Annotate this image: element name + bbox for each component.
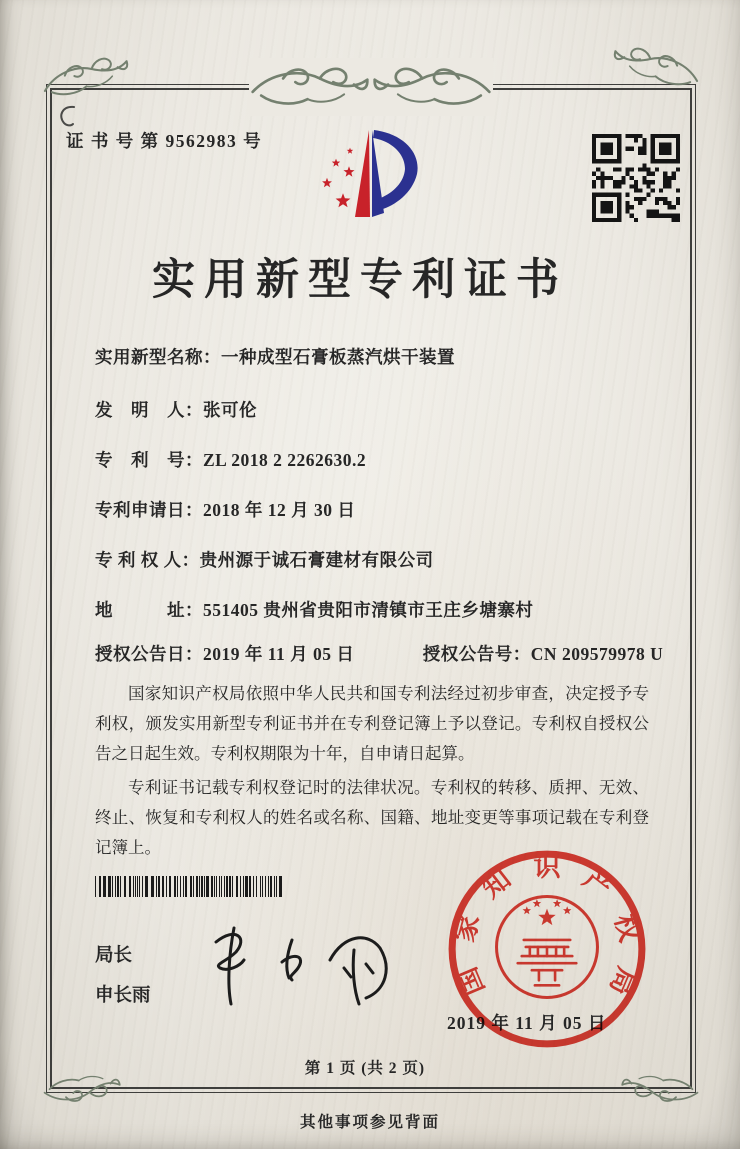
field-value: CN 209579978 U	[530, 644, 664, 664]
field-value: 2018 年 12 月 30 日	[203, 500, 356, 520]
field-value: 2019 年 11 月 05 日	[203, 644, 355, 664]
field-value: 贵州源于诚石膏建材有限公司	[199, 550, 434, 570]
seal-circular-text	[449, 851, 645, 999]
legal-paragraph-2: 专利证书记载专利权登记时的法律状况。专利权的转移、质押、无效、终止、恢复和专利权人的姓名或名称、国籍、地址变更等事项记载在专利登记簿上。	[95, 778, 649, 858]
legal-text	[95, 679, 649, 867]
legal-paragraph-1: 国家知识产权局依照中华人民共和国专利法经过初步审查，决定授予专利权，颁发实用新型专利证书并在专利登记簿上予以登记。专利权自授权公告之日起生效。专利权期限为十年，自申请日起算。	[95, 684, 649, 764]
svg-text:国: 国	[451, 962, 491, 1000]
field-address	[95, 597, 685, 622]
certificate-number: 证 书 号 第 9562983 号	[66, 131, 263, 151]
field-value: 551405 贵州省贵阳市清镇市王庄乡塘寨村	[203, 600, 534, 620]
svg-text:知: 知	[476, 863, 517, 904]
director-block	[95, 936, 151, 1016]
field-value: ZL 2018 2 2262630.2	[203, 450, 367, 470]
director-name: 申长雨	[95, 986, 151, 1006]
page-number: 第 1 页 (共 2 页)	[304, 1060, 426, 1077]
national-emblem-icon	[497, 897, 598, 998]
director-title: 局长	[95, 946, 133, 966]
certificate-title: 实用新型专利证书	[152, 257, 568, 304]
field-label: 发 明 人：	[95, 400, 203, 420]
field-grant-number	[423, 644, 663, 664]
field-label: 专 利 权 人：	[95, 550, 200, 570]
back-side-note: 其他事项参见背面	[299, 1114, 440, 1131]
official-seal-icon	[441, 843, 653, 1055]
barcode-icon	[95, 876, 285, 897]
field-value: 一种成型石膏板蒸汽烘干装置	[221, 347, 455, 367]
svg-text:权: 权	[609, 911, 645, 946]
field-patentee	[95, 547, 685, 572]
grant-date-under-seal: 2019 年 11 月 05 日	[447, 1013, 607, 1033]
field-label: 授权公告日：	[95, 644, 203, 664]
field-label: 专 利 号：	[95, 450, 203, 470]
field-inventor	[95, 397, 685, 422]
field-label: 实用新型名称：	[95, 347, 221, 367]
svg-text:识: 识	[533, 851, 561, 882]
field-value: 张可伦	[203, 400, 257, 420]
field-label: 专利申请日：	[95, 500, 203, 520]
cnipa-logo-icon	[292, 110, 468, 238]
director-signature-icon	[196, 912, 408, 1010]
field-label: 授权公告号：	[422, 644, 531, 664]
field-utility-model-name	[95, 344, 685, 369]
svg-text:产: 产	[577, 863, 618, 904]
field-application-date	[95, 497, 685, 522]
svg-text:局: 局	[603, 962, 643, 1000]
field-patent-number	[95, 447, 685, 472]
field-grant-date	[95, 644, 354, 664]
field-grant-announcement	[95, 641, 685, 666]
qr-code-icon	[592, 134, 680, 222]
field-label: 地 址：	[95, 600, 203, 620]
svg-text:家: 家	[449, 911, 485, 946]
